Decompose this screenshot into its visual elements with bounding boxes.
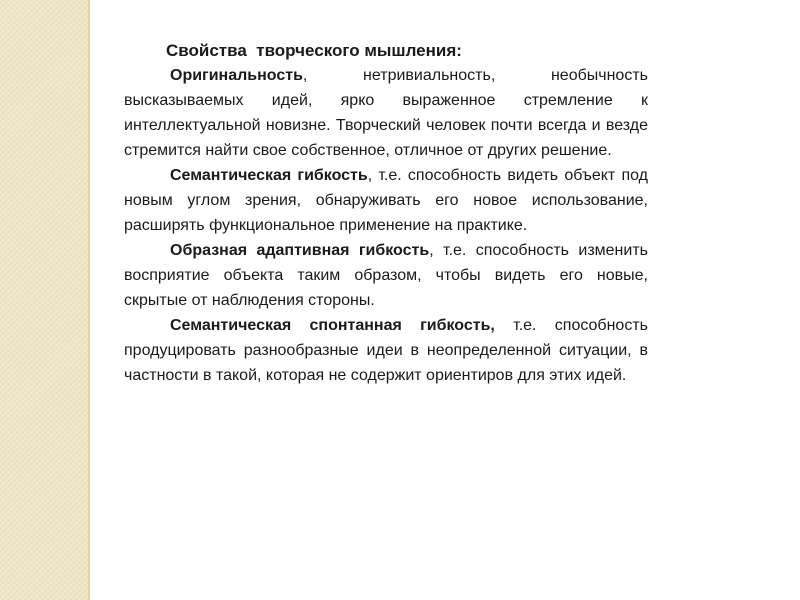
term-spontaneous-flexibility: Семантическая спонтанная гибкость,: [170, 317, 495, 334]
paragraph-spontaneous-flexibility: [124, 313, 648, 388]
text-semantic-flexibility: , т.е. способность видеть объект под новым углом зрения, обнаруживать его новое использование, расширять функциональное применение на практике.: [124, 167, 648, 234]
paragraph-adaptive-flexibility: [124, 238, 648, 313]
term-semantic-flexibility: Семантическая гибкость: [170, 167, 368, 184]
text-spontaneous-flexibility: т.е. способность продуцировать разнообразные идеи в неопределенной ситуации, в частности в такой, которая не содержит ориентиров для этих идей.: [124, 317, 648, 384]
term-adaptive-flexibility: Образная адаптивная гибкость: [170, 242, 430, 259]
slide-content: [124, 38, 648, 388]
paragraph-originality: [124, 63, 648, 163]
text-adaptive-flexibility: , т.е. способность изменить восприятие объекта таким образом, чтобы видеть его новые, скрытые от наблюдения стороны.: [124, 242, 648, 309]
term-originality: Оригинальность: [170, 67, 303, 84]
sidebar-divider: [88, 0, 90, 600]
slide-title: Свойства творческого мышления:: [166, 41, 462, 60]
paragraph-semantic-flexibility: [124, 163, 648, 238]
decorative-sidebar-stripe: [0, 0, 88, 600]
text-originality: , нетривиальность, необычность высказываемых идей, ярко выраженное стремление к интеллектуальной новизне. Творческий человек почти всегда и везде стремится найти свое собственное, отличное от других решение.: [124, 67, 648, 159]
